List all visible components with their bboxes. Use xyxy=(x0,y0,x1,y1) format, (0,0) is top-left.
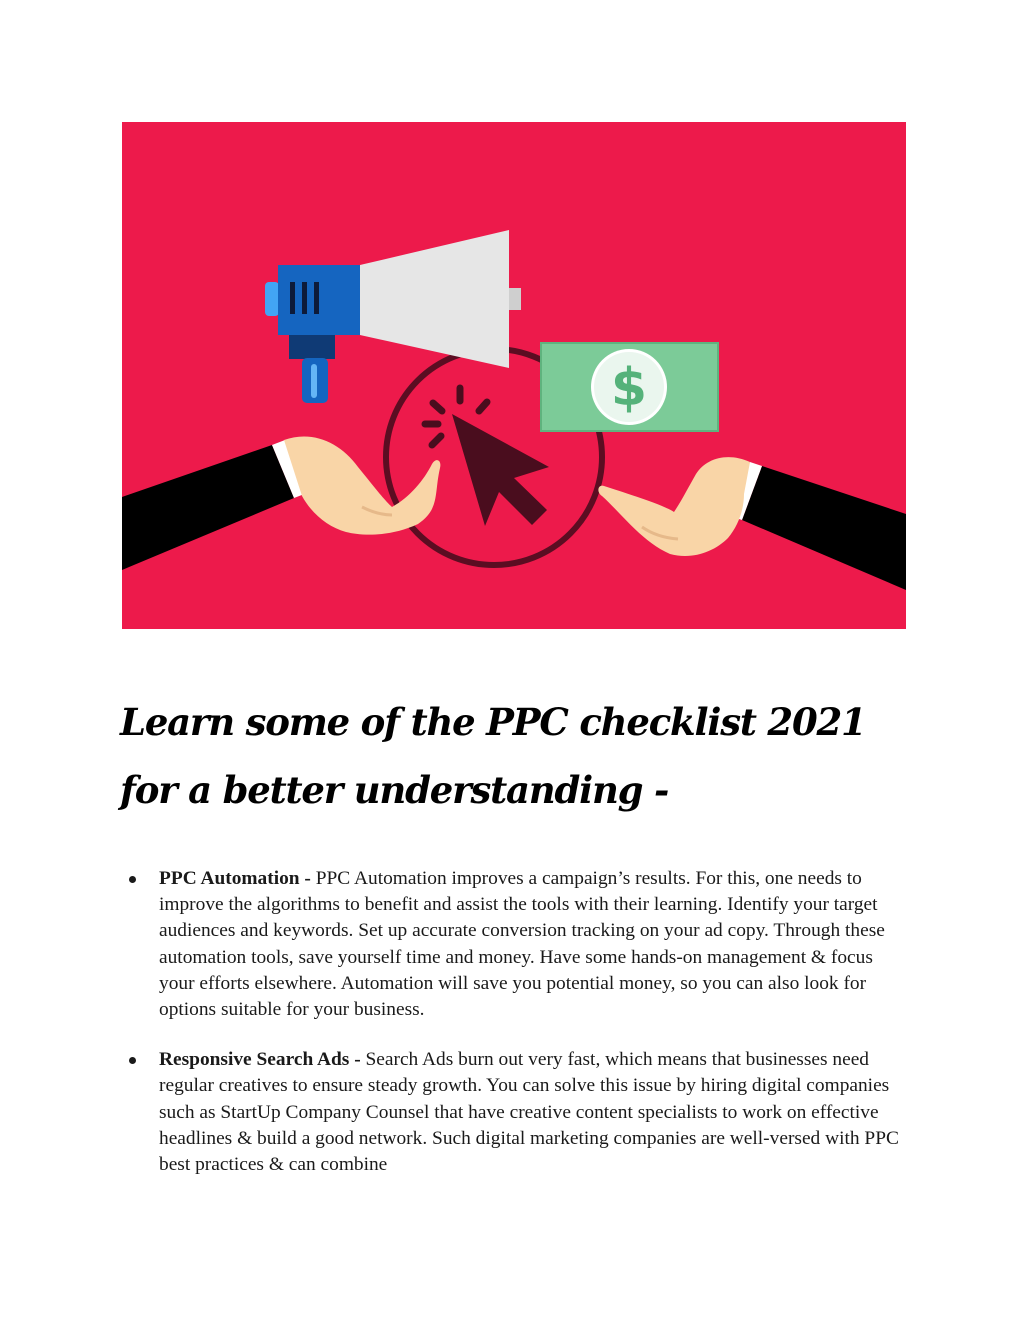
hand-right-icon xyxy=(598,457,906,590)
megaphone-icon xyxy=(265,230,521,403)
checklist xyxy=(120,866,910,1202)
item-title: PPC Automation - xyxy=(159,868,316,889)
item-title: Responsive Search Ads - xyxy=(159,1049,366,1071)
list-item xyxy=(120,866,910,1023)
page-heading: Learn some of the PPC checklist 2021 for a better understanding - xyxy=(120,700,866,812)
item-body: PPC Automation improves a campaign’s results. For this, one needs to improve the algorithms to benefit and assist the tools with their learning. Identify your target audiences and keywords. Set up accurate conversion tracking on your ad copy. Through these automation tools, save yourself time and money. Have some hands-on management & focus your efforts elsewhere. Automation will save you potential money, so you can also look for options suitable for your business. xyxy=(159,868,885,1021)
svg-text:$: $ xyxy=(610,358,648,418)
list-item xyxy=(120,1047,910,1178)
hero-illustration xyxy=(122,122,906,629)
item-body: Search Ads burn out very fast, which means that businesses need regular creatives to ensure steady growth. You can solve this issue by hiring digital companies such as StartUp Company Counsel that have creative content specialists to work on effective headlines & build a good network. Such digital marketing companies are well-versed with PPC best practices & can combine xyxy=(159,1049,899,1176)
bullet-icon xyxy=(129,876,136,883)
dollar-banknote-icon xyxy=(541,343,718,431)
hand-left-icon xyxy=(122,436,440,570)
cursor-click-icon xyxy=(425,388,549,526)
bullet-icon xyxy=(129,1057,136,1064)
